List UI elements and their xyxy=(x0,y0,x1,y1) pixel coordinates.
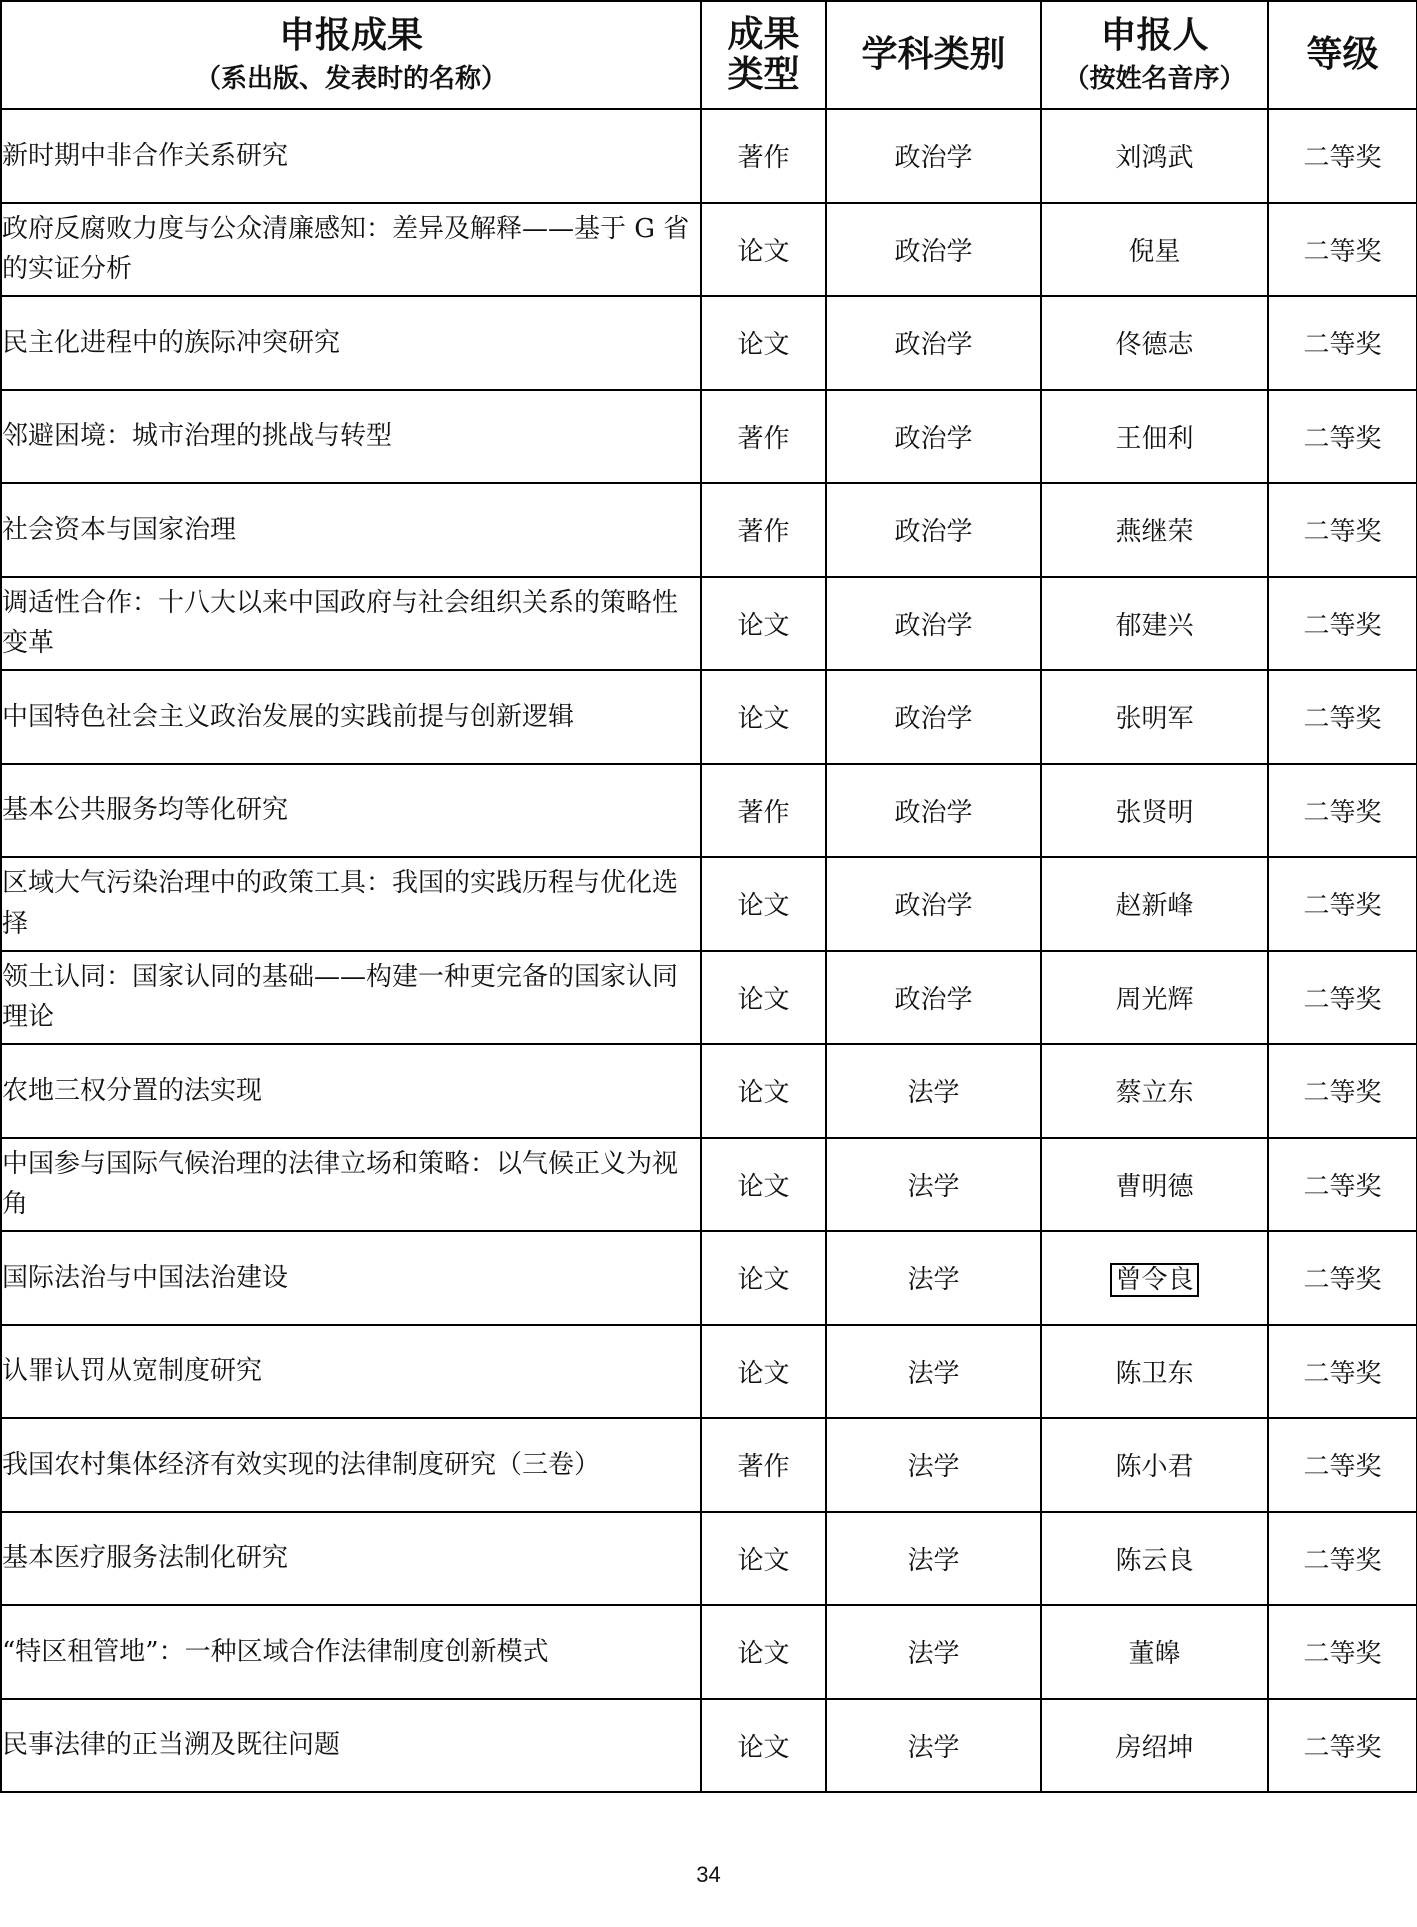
cell-grade: 二等奖 xyxy=(1268,1699,1417,1793)
table-row xyxy=(1,1325,1417,1419)
cell-applicant: 王佃利 xyxy=(1041,390,1268,484)
header-title xyxy=(1,1,701,109)
cell-title: 农地三权分置的法实现 xyxy=(1,1044,701,1138)
cell-type: 论文 xyxy=(701,1138,826,1232)
header-applicant xyxy=(1041,1,1268,109)
table-row xyxy=(1,1699,1417,1793)
cell-grade: 二等奖 xyxy=(1268,296,1417,390)
cell-type: 论文 xyxy=(701,857,826,951)
header-type-line1: 成果 xyxy=(727,13,800,55)
cell-type: 著作 xyxy=(701,1418,826,1512)
cell-grade: 二等奖 xyxy=(1268,1512,1417,1606)
cell-grade: 二等奖 xyxy=(1268,483,1417,577)
cell-type: 著作 xyxy=(701,390,826,484)
header-row xyxy=(1,1,1417,109)
cell-discipline: 法学 xyxy=(826,1231,1041,1325)
table-body xyxy=(1,109,1417,1792)
header-type xyxy=(701,1,826,109)
cell-title: 领土认同：国家认同的基础——构建一种更完备的国家认同理论 xyxy=(1,951,701,1045)
cell-grade: 二等奖 xyxy=(1268,1044,1417,1138)
cell-type: 论文 xyxy=(701,670,826,764)
cell-grade: 二等奖 xyxy=(1268,109,1417,203)
cell-discipline: 法学 xyxy=(826,1699,1041,1793)
cell-type: 论文 xyxy=(701,1325,826,1419)
table-row xyxy=(1,296,1417,390)
cell-applicant: 陈小君 xyxy=(1041,1418,1268,1512)
cell-applicant: 周光辉 xyxy=(1041,951,1268,1045)
cell-type: 著作 xyxy=(701,764,826,858)
cell-type: 著作 xyxy=(701,109,826,203)
cell-type: 论文 xyxy=(701,1231,826,1325)
page-number: 34 xyxy=(696,1862,721,1887)
cell-title: 区域大气污染治理中的政策工具：我国的实践历程与优化选择 xyxy=(1,857,701,951)
cell-applicant: 董皞 xyxy=(1041,1605,1268,1699)
table-row xyxy=(1,577,1417,671)
cell-discipline: 政治学 xyxy=(826,951,1041,1045)
cell-discipline: 法学 xyxy=(826,1512,1041,1606)
cell-applicant: 曹明德 xyxy=(1041,1138,1268,1232)
cell-grade: 二等奖 xyxy=(1268,390,1417,484)
table-row xyxy=(1,1044,1417,1138)
cell-type: 论文 xyxy=(701,203,826,297)
table-row xyxy=(1,203,1417,297)
table-row xyxy=(1,857,1417,951)
cell-applicant: 蔡立东 xyxy=(1041,1044,1268,1138)
cell-applicant: 陈云良 xyxy=(1041,1512,1268,1606)
cell-grade: 二等奖 xyxy=(1268,577,1417,671)
cell-grade: 二等奖 xyxy=(1268,1325,1417,1419)
table-row xyxy=(1,1138,1417,1232)
cell-discipline: 政治学 xyxy=(826,764,1041,858)
cell-type: 论文 xyxy=(701,577,826,671)
cell-applicant xyxy=(1041,1231,1268,1325)
cell-type: 论文 xyxy=(701,1044,826,1138)
cell-discipline: 政治学 xyxy=(826,857,1041,951)
header-title-main: 申报成果 xyxy=(278,15,423,57)
cell-title: 国际法治与中国法治建设 xyxy=(1,1231,701,1325)
cell-title: 民事法律的正当溯及既往问题 xyxy=(1,1699,701,1793)
cell-discipline: 政治学 xyxy=(826,390,1041,484)
cell-grade: 二等奖 xyxy=(1268,1231,1417,1325)
header-applicant-main: 申报人 xyxy=(1100,15,1209,57)
cell-grade: 二等奖 xyxy=(1268,857,1417,951)
cell-discipline: 政治学 xyxy=(826,109,1041,203)
cell-title: 中国参与国际气候治理的法律立场和策略：以气候正义为视角 xyxy=(1,1138,701,1232)
cell-grade: 二等奖 xyxy=(1268,951,1417,1045)
header-discipline: 学科类别 xyxy=(826,1,1041,109)
cell-discipline: 政治学 xyxy=(826,483,1041,577)
cell-title: “特区租管地”：一种区域合作法律制度创新模式 xyxy=(1,1605,701,1699)
cell-type: 论文 xyxy=(701,1699,826,1793)
cell-grade: 二等奖 xyxy=(1268,1605,1417,1699)
table-row xyxy=(1,764,1417,858)
cell-discipline: 法学 xyxy=(826,1418,1041,1512)
table-row xyxy=(1,1605,1417,1699)
cell-title: 民主化进程中的族际冲突研究 xyxy=(1,296,701,390)
cell-applicant: 刘鸿武 xyxy=(1041,109,1268,203)
cell-type: 论文 xyxy=(701,951,826,1045)
cell-applicant: 佟德志 xyxy=(1041,296,1268,390)
cell-applicant: 倪星 xyxy=(1041,203,1268,297)
cell-grade: 二等奖 xyxy=(1268,203,1417,297)
cell-discipline: 政治学 xyxy=(826,296,1041,390)
cell-title: 基本公共服务均等化研究 xyxy=(1,764,701,858)
header-type-line2: 类型 xyxy=(727,54,800,95)
cell-type: 论文 xyxy=(701,1512,826,1606)
cell-grade: 二等奖 xyxy=(1268,764,1417,858)
cell-title: 认罪认罚从宽制度研究 xyxy=(1,1325,701,1419)
cell-title: 基本医疗服务法制化研究 xyxy=(1,1512,701,1606)
cell-title: 社会资本与国家治理 xyxy=(1,483,701,577)
header-title-sub: （系出版、发表时的名称） xyxy=(194,63,507,94)
cell-discipline: 政治学 xyxy=(826,670,1041,764)
table-row xyxy=(1,670,1417,764)
cell-type: 论文 xyxy=(701,296,826,390)
header-grade: 等级 xyxy=(1268,1,1417,109)
cell-title: 中国特色社会主义政治发展的实践前提与创新逻辑 xyxy=(1,670,701,764)
cell-discipline: 法学 xyxy=(826,1325,1041,1419)
cell-type: 论文 xyxy=(701,1605,826,1699)
table-row xyxy=(1,483,1417,577)
header-applicant-sub: （按姓名音序） xyxy=(1063,63,1246,94)
cell-grade: 二等奖 xyxy=(1268,1418,1417,1512)
cell-applicant: 陈卫东 xyxy=(1041,1325,1268,1419)
cell-discipline: 法学 xyxy=(826,1605,1041,1699)
cell-title: 邻避困境：城市治理的挑战与转型 xyxy=(1,390,701,484)
cell-applicant: 张贤明 xyxy=(1041,764,1268,858)
table-row xyxy=(1,1231,1417,1325)
cell-type: 著作 xyxy=(701,483,826,577)
cell-title: 调适性合作：十八大以来中国政府与社会组织关系的策略性变革 xyxy=(1,577,701,671)
cell-applicant: 张明军 xyxy=(1041,670,1268,764)
cell-discipline: 法学 xyxy=(826,1044,1041,1138)
cell-applicant: 房绍坤 xyxy=(1041,1699,1268,1793)
cell-grade: 二等奖 xyxy=(1268,1138,1417,1232)
cell-applicant: 赵新峰 xyxy=(1041,857,1268,951)
table-row xyxy=(1,390,1417,484)
cell-title: 新时期中非合作关系研究 xyxy=(1,109,701,203)
cell-discipline: 法学 xyxy=(826,1138,1041,1232)
cell-grade: 二等奖 xyxy=(1268,670,1417,764)
cell-title: 政府反腐败力度与公众清廉感知：差异及解释——基于 G 省的实证分析 xyxy=(1,203,701,297)
table-row xyxy=(1,109,1417,203)
table-row xyxy=(1,1418,1417,1512)
cell-applicant: 燕继荣 xyxy=(1041,483,1268,577)
cell-discipline: 政治学 xyxy=(826,203,1041,297)
table-row xyxy=(1,1512,1417,1606)
cell-applicant: 郁建兴 xyxy=(1041,577,1268,671)
cell-discipline: 政治学 xyxy=(826,577,1041,671)
cell-title: 我国农村集体经济有效实现的法律制度研究（三卷） xyxy=(1,1418,701,1512)
table-row xyxy=(1,951,1417,1045)
applicant-name-boxed: 曾令良 xyxy=(1110,1263,1198,1297)
